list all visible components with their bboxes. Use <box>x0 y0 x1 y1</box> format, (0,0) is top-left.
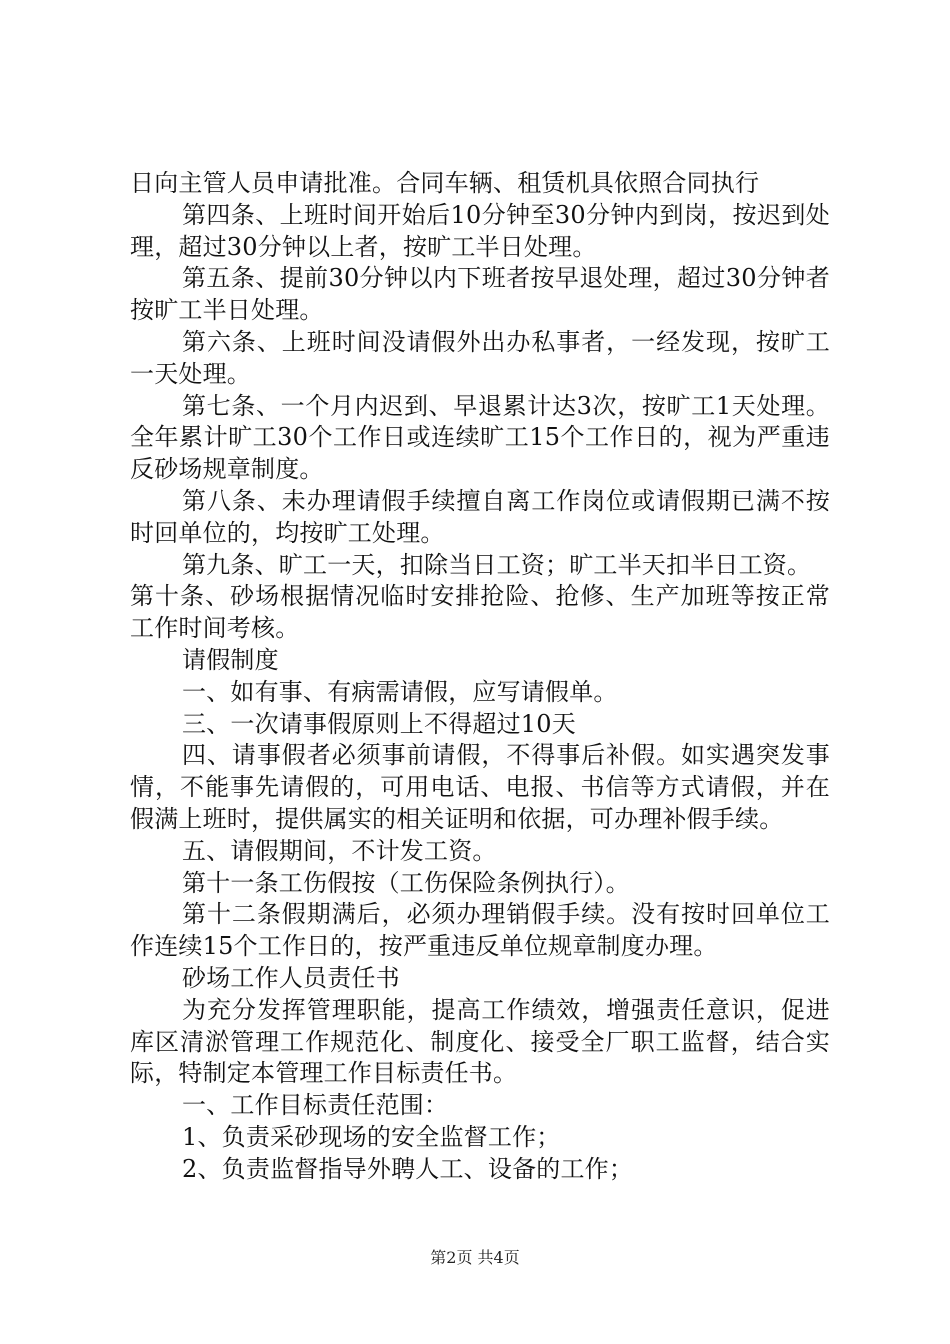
paragraph: 1、负责采砂现场的安全监督工作； <box>182 1122 561 1151</box>
document-body <box>130 168 830 1186</box>
paragraph: 一、工作目标责任范围： <box>182 1091 449 1120</box>
paragraph: 为充分发挥管理职能，提高工作绩效，增强责任意识，促进库区清淤管理工作规范化、制度化、接受全厂职工监督，结合实际，特制定本管理工作目标责任书。 <box>130 995 830 1088</box>
paragraph: 第十二条假期满后，必须办理销假手续。没有按时回单位工作连续15个工作日的，按严重违反单位规章制度办理。 <box>130 900 830 961</box>
paragraph: 2、负责监督指导外聘人工、设备的工作； <box>182 1154 634 1183</box>
paragraph: 一、如有事、有病需请假，应写请假单。 <box>182 677 618 706</box>
paragraph: 四、请事假者必须事前请假，不得事后补假。如实遇突发事情，不能事先请假的，可用电话、电报、书信等方式请假，并在假满上班时，提供属实的相关证明和依据，可办理补假手续。 <box>130 741 830 833</box>
paragraph: 第八条、未办理请假手续擅自离工作岗位或请假期已满不按时回单位的，均按旷工处理。 <box>130 486 830 547</box>
paragraph: 五、请假期间，不计发工资。 <box>182 836 497 865</box>
paragraph: 第四条、上班时间开始后10分钟至30分钟内到岗，按迟到处理，超过30分钟以上者，按旷工半日处理。 <box>130 200 830 261</box>
paragraph: 第九条、旷工一天，扣除当日工资；旷工半天扣半日工资。 <box>182 550 812 579</box>
paragraph: 第十条、砂场根据情况临时安排抢险、抢修、生产加班等按正常工作时间考核。 <box>130 582 830 643</box>
paragraph: 第五条、提前30分钟以内下班者按早退处理，超过30分钟者按旷工半日处理。 <box>130 264 830 325</box>
paragraph: 砂场工作人员责任书 <box>182 963 400 992</box>
page-footer: 第2页 共4页 <box>430 1248 520 1267</box>
paragraph: 第十一条工伤假按（工伤保险条例执行）。 <box>182 868 630 897</box>
paragraph: 请假制度 <box>182 645 279 674</box>
paragraph: 第七条、一个月内迟到、早退累计达3次，按旷工1天处理。全年累计旷工30个工作日或连续旷工15个工作日的，视为严重违反砂场规章制度。 <box>130 391 830 484</box>
paragraph: 日向主管人员申请批准。合同车辆、租赁机具依照合同执行 <box>130 169 760 197</box>
paragraph: 第六条、上班时间没请假外出办私事者，一经发现，按旷工一天处理。 <box>130 327 830 388</box>
paragraph: 三、一次请事假原则上不得超过10天 <box>182 709 576 738</box>
